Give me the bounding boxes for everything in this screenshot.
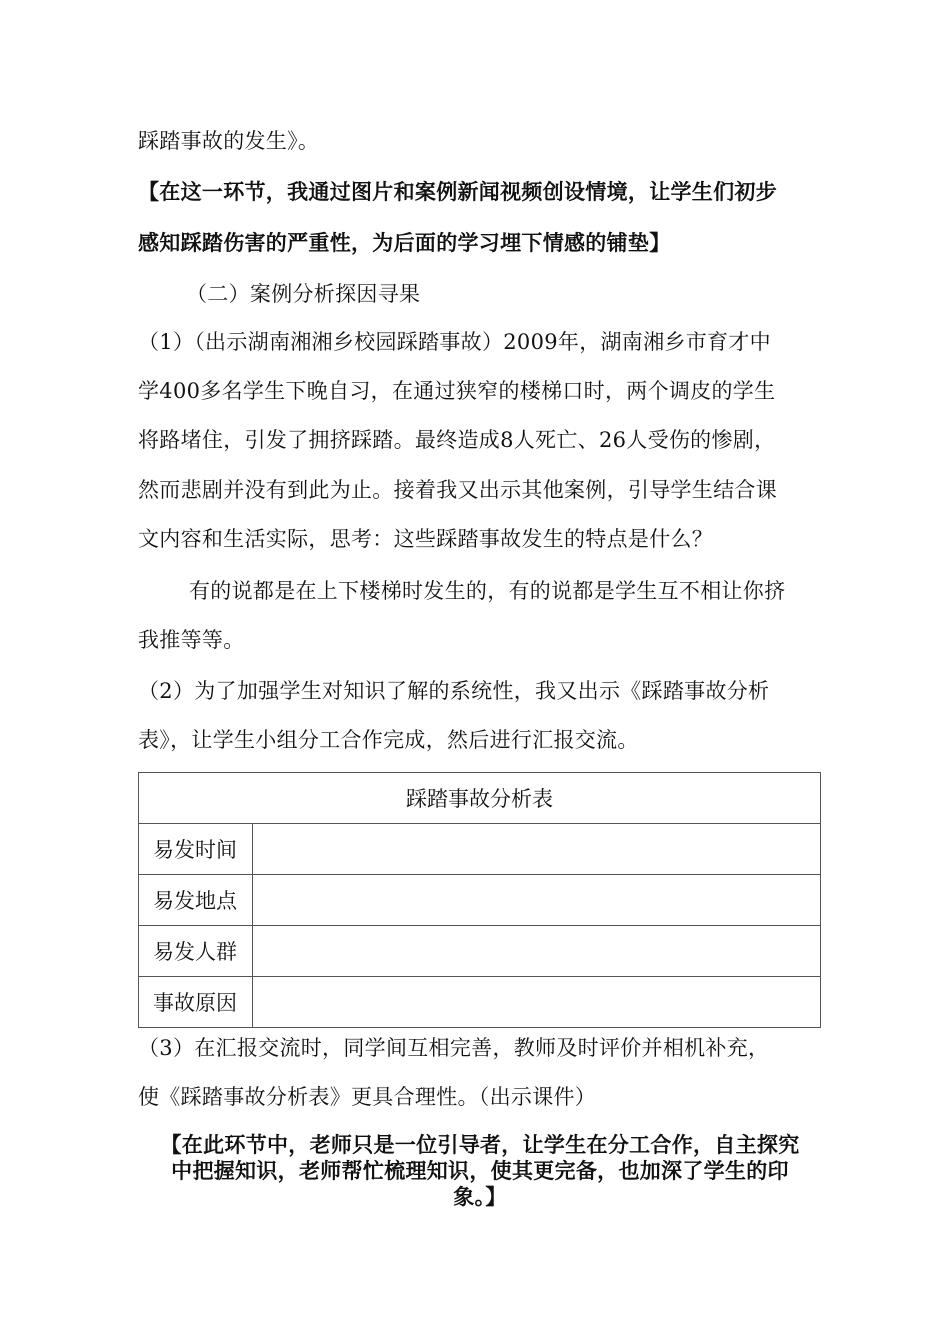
row-label: 易发人群 [139, 926, 253, 977]
commentary-line: 【在这一环节，我通过图片和案例新闻视频创设情境，让学生们初步 [138, 179, 777, 204]
table-row [139, 824, 821, 875]
section-heading: （二）案例分析探因寻果 [186, 282, 421, 306]
table-row [139, 875, 821, 926]
paragraph-line: 文内容和生活实际，思考：这些踩踏事故发生的特点是什么？ [138, 527, 714, 551]
paragraph-line: 将路堵住，引发了拥挤踩踏。最终造成8人死亡、26人受伤的惨剧， [138, 428, 776, 452]
row-label: 事故原因 [139, 977, 253, 1028]
paragraph-line: 有的说都是在上下楼梯时发生的，有的说都是学生互不相让你挤 [189, 579, 786, 603]
paragraph-line: （1）（出示湖南湘湘乡校园踩踏事故）2009年，湖南湘乡市育才中 [138, 330, 771, 354]
paragraph-line: 表》，让学生小组分工合作完成，然后进行汇报交流。 [138, 728, 639, 752]
paragraph-line: 我推等等。 [138, 628, 245, 652]
table-row [139, 977, 821, 1028]
row-label: 易发地点 [139, 875, 253, 926]
commentary-line: 象。】 [453, 1184, 507, 1209]
commentary-line: 中把握知识，老师帮忙梳理知识，使其更完备，也加深了学生的印 [171, 1158, 789, 1183]
row-label: 易发时间 [139, 824, 253, 875]
analysis-table [138, 772, 821, 1028]
paragraph-line: 学400多名学生下晚自习，在通过狭窄的楼梯口时，两个调皮的学生 [138, 379, 776, 403]
row-value [253, 875, 821, 926]
row-value [253, 926, 821, 977]
commentary-line: 感知踩踏伤害的严重性，为后面的学习埋下情感的铺垫】 [138, 230, 671, 255]
table-title: 踩踏事故分析表 [139, 773, 821, 824]
row-value [253, 824, 821, 875]
commentary-line: 【在此环节中，老师只是一位引导者，让学生在分工合作，自主探究 [160, 1132, 800, 1157]
paragraph-line: 踩踏事故的发生》。 [138, 129, 320, 153]
paragraph-line: （3）在汇报交流时，同学间互相完善，教师及时评价并相机补充， [138, 1036, 770, 1060]
row-value [253, 977, 821, 1028]
table-row [139, 926, 821, 977]
paragraph-line: 使《踩踏事故分析表》更具合理性。（出示课件） [138, 1085, 597, 1109]
paragraph-line: （2）为了加强学生对知识了解的系统性，我又出示《踩踏事故分析 [138, 679, 770, 703]
paragraph-line: 然而悲剧并没有到此为止。接着我又出示其他案例，引导学生结合课 [138, 478, 777, 502]
